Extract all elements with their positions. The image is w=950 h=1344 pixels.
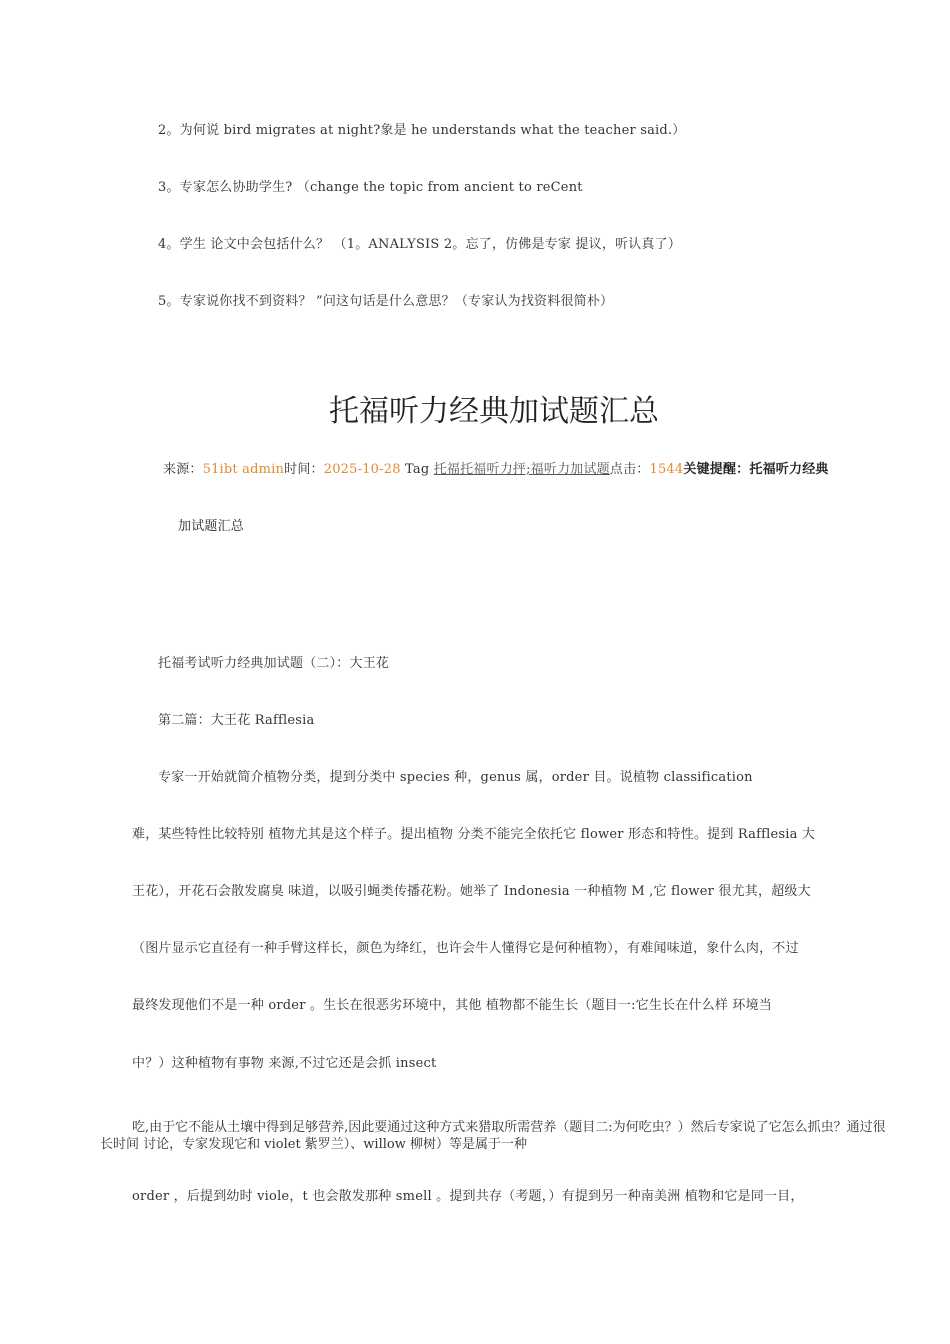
time-label: 时间： [284, 462, 324, 477]
tag-label: Tag [400, 462, 434, 477]
question-2: 2。为何说 bird migrates at night?象是 he understands what the teacher said.） [158, 123, 686, 138]
article-title: 托福听力经典加试题汇总 [329, 394, 659, 429]
question-5: 5。专家说你找不到资料？ ”问这句话是什么意思？（专家认为找资料很简朴） [158, 294, 614, 309]
source-link[interactable]: 51ibt admin [202, 462, 285, 477]
body-line-4: （图片显示它直径有一种手臂这样长，颜色为绛红，也许会牛人懂得它是何种植物），有难闻味道，象什么肉，不过 [132, 941, 799, 956]
source-label: 来源： [163, 462, 203, 477]
keywords-label: 关键提醒： [683, 462, 750, 477]
question-4: 4。学生 论文中会包括什么？ （1。ANALYSIS 2。忘了，仿佛是专家 提议，听认真了） [158, 237, 682, 252]
body-last-line: order ，后提到幼时 viole，t 也会散发那种 smell 。提到共存（考题，）有提到另一种南美洲 植物和它是同一目， [132, 1189, 804, 1204]
body-paragraph: 吃,由于它不能从土壤中得到足够营养,因此要通过这种方式来猎取所需营养（题目二:为何吃虫？）然后专家说了它怎么抓虫？通过很长时间 讨论，专家发现它和 violet 紫罗兰）、willow 柳树）等是属于一种 [100, 1120, 886, 1152]
body-line-1: 专家一开始就简介植物分类，提到分类中 species 种，genus 属，order 目。说植物 classification [158, 770, 753, 785]
clicks-value: 1544 [649, 462, 684, 477]
body-line-2: 难，某些特性比较特别 植物尤其是这个样子。提出植物 分类不能完全依托它 flower 形态和特性。提到 Rafflesia 大 [132, 827, 816, 842]
body-line-6: 中？）这种植物有事物 来源,不过它还是会抓 insect [132, 1056, 437, 1071]
keywords-value: 托福听力经典 [749, 462, 829, 477]
body-line-5: 最终发现他们不是一种 order 。生长在很恶劣环境中，其他 植物都不能生长（题目一:它生长在什么样 环境当 [132, 998, 772, 1013]
body-line-3: 王花），开花石会散发腐臭 味道，以吸引蝇类传播花粉。她举了 Indonesia 一种植物 M ,它 flower 很尤其，超级大 [132, 884, 811, 899]
keywords-continuation: 加试题汇总 [178, 519, 245, 534]
section-heading: 托福考试听力经典加试题（二）：大王花 [158, 656, 390, 671]
question-3: 3。专家怎么协助学生? （change the topic from ancient to reCent [158, 180, 583, 195]
section-subheading: 第二篇：大王花 Rafflesia [158, 713, 315, 728]
article-meta [163, 458, 829, 477]
clicks-label: 点击： [609, 462, 650, 477]
time-value: 2025-10-28 [323, 462, 401, 477]
tag-link[interactable]: 托福托福听力抨;福听力加试题 [433, 462, 610, 477]
